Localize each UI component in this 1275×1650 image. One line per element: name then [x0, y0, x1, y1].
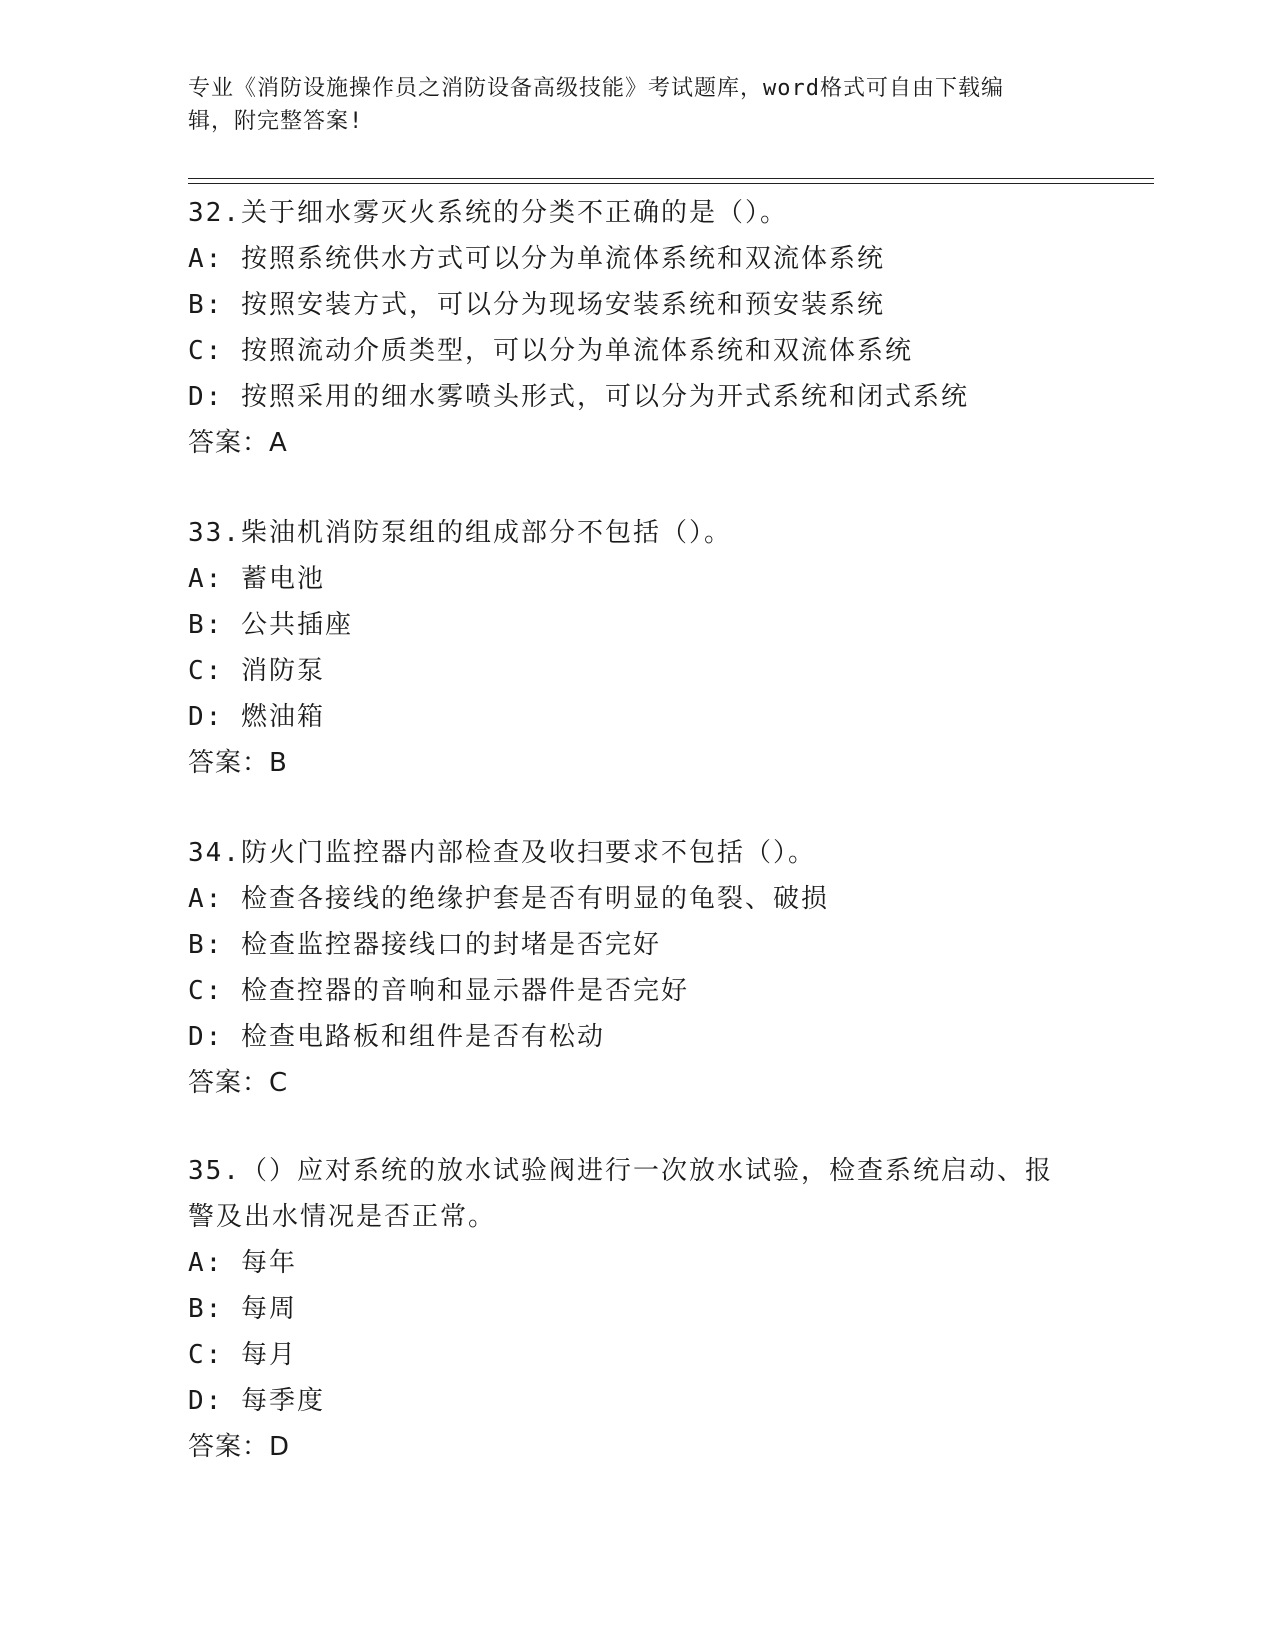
option-a: A: 蓄电池: [188, 564, 325, 594]
option-a: A: 每年: [188, 1248, 297, 1278]
option-b: B: 每周: [188, 1294, 297, 1324]
option-d: D: 检查电路板和组件是否有松动: [188, 1022, 605, 1052]
option-b: B: 按照安装方式，可以分为现场安装系统和预安装系统: [188, 290, 885, 320]
answer: 答案：C: [188, 1068, 289, 1098]
header-line-1: 专业《消防设施操作员之消防设备高级技能》考试题库，word格式可自由下载编: [188, 76, 1004, 101]
answer: 答案：B: [188, 748, 288, 778]
option-b: B: 公共插座: [188, 610, 353, 640]
option-a: A: 按照系统供水方式可以分为单流体系统和双流体系统: [188, 244, 885, 274]
question-stem: 32.关于细水雾灭火系统的分类不正确的是（）。: [188, 198, 788, 228]
answer: 答案：D: [188, 1432, 291, 1462]
question-stem-line-2: 警及出水情况是否正常。: [188, 1202, 497, 1232]
option-c: C: 消防泵: [188, 656, 325, 686]
question-stem: 34.防火门监控器内部检查及收扫要求不包括（）。: [188, 838, 816, 868]
option-d: D: 每季度: [188, 1386, 325, 1416]
option-d: D: 燃油箱: [188, 702, 325, 732]
header-divider-top: [188, 178, 1154, 179]
document-header: [188, 72, 1088, 138]
question-stem: 33.柴油机消防泵组的组成部分不包括（）。: [188, 518, 732, 548]
option-a: A: 检查各接线的绝缘护套是否有明显的龟裂、破损: [188, 884, 829, 914]
option-d: D: 按照采用的细水雾喷头形式，可以分为开式系统和闭式系统: [188, 382, 969, 412]
question-33: [188, 510, 1088, 786]
header-divider-bottom: [188, 183, 1154, 184]
option-b: B: 检查监控器接线口的封堵是否完好: [188, 930, 661, 960]
option-c: C: 每月: [188, 1340, 297, 1370]
question-stem-line-1: 35.（）应对系统的放水试验阀进行一次放水试验，检查系统启动、报: [188, 1156, 1053, 1186]
option-c: C: 检查控器的音响和显示器件是否完好: [188, 976, 689, 1006]
option-c: C: 按照流动介质类型，可以分为单流体系统和双流体系统: [188, 336, 913, 366]
question-32: [188, 190, 1088, 466]
question-35: [188, 1148, 1088, 1470]
answer: 答案：A: [188, 428, 288, 458]
header-line-2: 辑，附完整答案!: [188, 109, 364, 134]
question-34: [188, 830, 1088, 1106]
